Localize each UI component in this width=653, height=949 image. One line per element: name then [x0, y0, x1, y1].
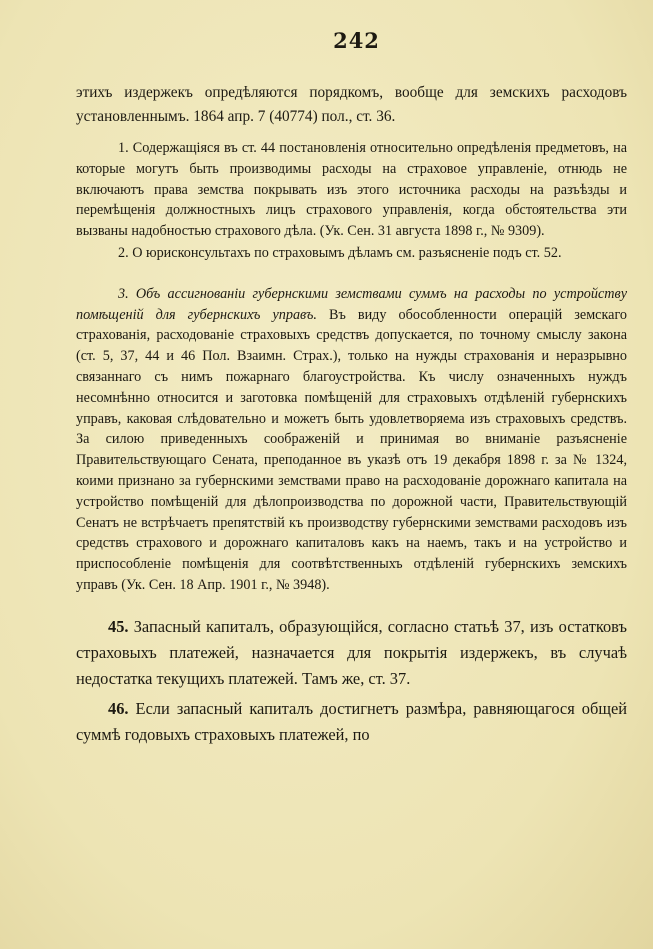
article-45-number: 45. — [108, 616, 129, 636]
note-3-heading: 3. Объ ассигнованіи губернскими земствами суммъ на расходы по устройству помѣщеній для губернскихъ управъ. — [76, 285, 627, 323]
article-46-text: Если запасный капиталъ достигнетъ размѣра, равняющагося общей суммѣ годовыхъ страховыхъ платежей, по — [76, 698, 627, 744]
article-45 — [76, 614, 627, 692]
intro-paragraph: этихъ издержекъ опредѣляются порядкомъ, вообще для земскихъ расходовъ установленнымъ. 1864 апр. 7 (40774) пол., ст. 36. — [76, 84, 627, 125]
note-2: 2. О юрисконсультахъ по страховымъ дѣламъ см. разъясненіе подъ ст. 52. — [118, 244, 562, 261]
note-3-body: Въ виду обособленности операцій земскаго страхованія, расходованіе страховыхъ средствъ допускается, по точному смыслу закона (ст. 5, 37, 44 и 46 Пол. Взаимн. Страх.), только на нужды страхованія и неразрывно связаннаго съ нимъ пожарнаго благоустройства. Къ числу означенныхъ нуждъ несомнѣнно относится и заготовка помѣщеній для страховыхъ отдѣленій губернскихъ управъ, каковая слѣдовательно и можетъ быть удовлетворяема изъ страховыхъ средствъ. За силою приведенныхъ соображеній и принимая во вниманіе разъясненіе Правительствующаго Сената, преподанное въ указѣ отъ 19 декабря 1898 г. за № 1324, коими признано за губернскими земствами право на расходованіе дорожнаго капитала на устройство помѣщеній для дѣлопроизводства по дорожной части, Правительствующій Сенатъ не встрѣчаетъ препятствій къ производству губернскими земствами расходовъ изъ средствъ страхового и дорожнаго капиталовъ какъ на наемъ, такъ и на устройство и приспособленіе помѣщенія для соотвѣтственныхъ отдѣленій губернскихъ земскихъ управъ (Ук. Сен. 18 Апр. 1901 г., № 3948). — [76, 306, 628, 593]
note-1: 1. Содержащіяся въ ст. 44 постановленія относительно опредѣленія предметовъ, на которые могутъ быть производимы расходы на страховое управленіе, отнюдь не включаютъ права земства покрывать изъ этого источника расходы на разъѣзды и перемѣщенія должностныхъ лицъ страхового управленія, когда обстоятельства эти вызваны надобностью страхового дѣла. (Ук. Сен. 31 августа 1898 г., № 9309). — [76, 140, 627, 240]
note-3 — [76, 284, 627, 596]
article-46-number: 46. — [108, 698, 129, 718]
page-number: 242 — [333, 28, 380, 53]
article-46 — [76, 696, 627, 748]
article-45-text: Запасный капиталъ, образующійся, согласно статьѣ 37, изъ остатковъ страховыхъ платежей, назначается для покрытія издержекъ, въ случаѣ недостатка текущихъ платежей. Тамъ же, ст. 37. — [76, 616, 627, 688]
